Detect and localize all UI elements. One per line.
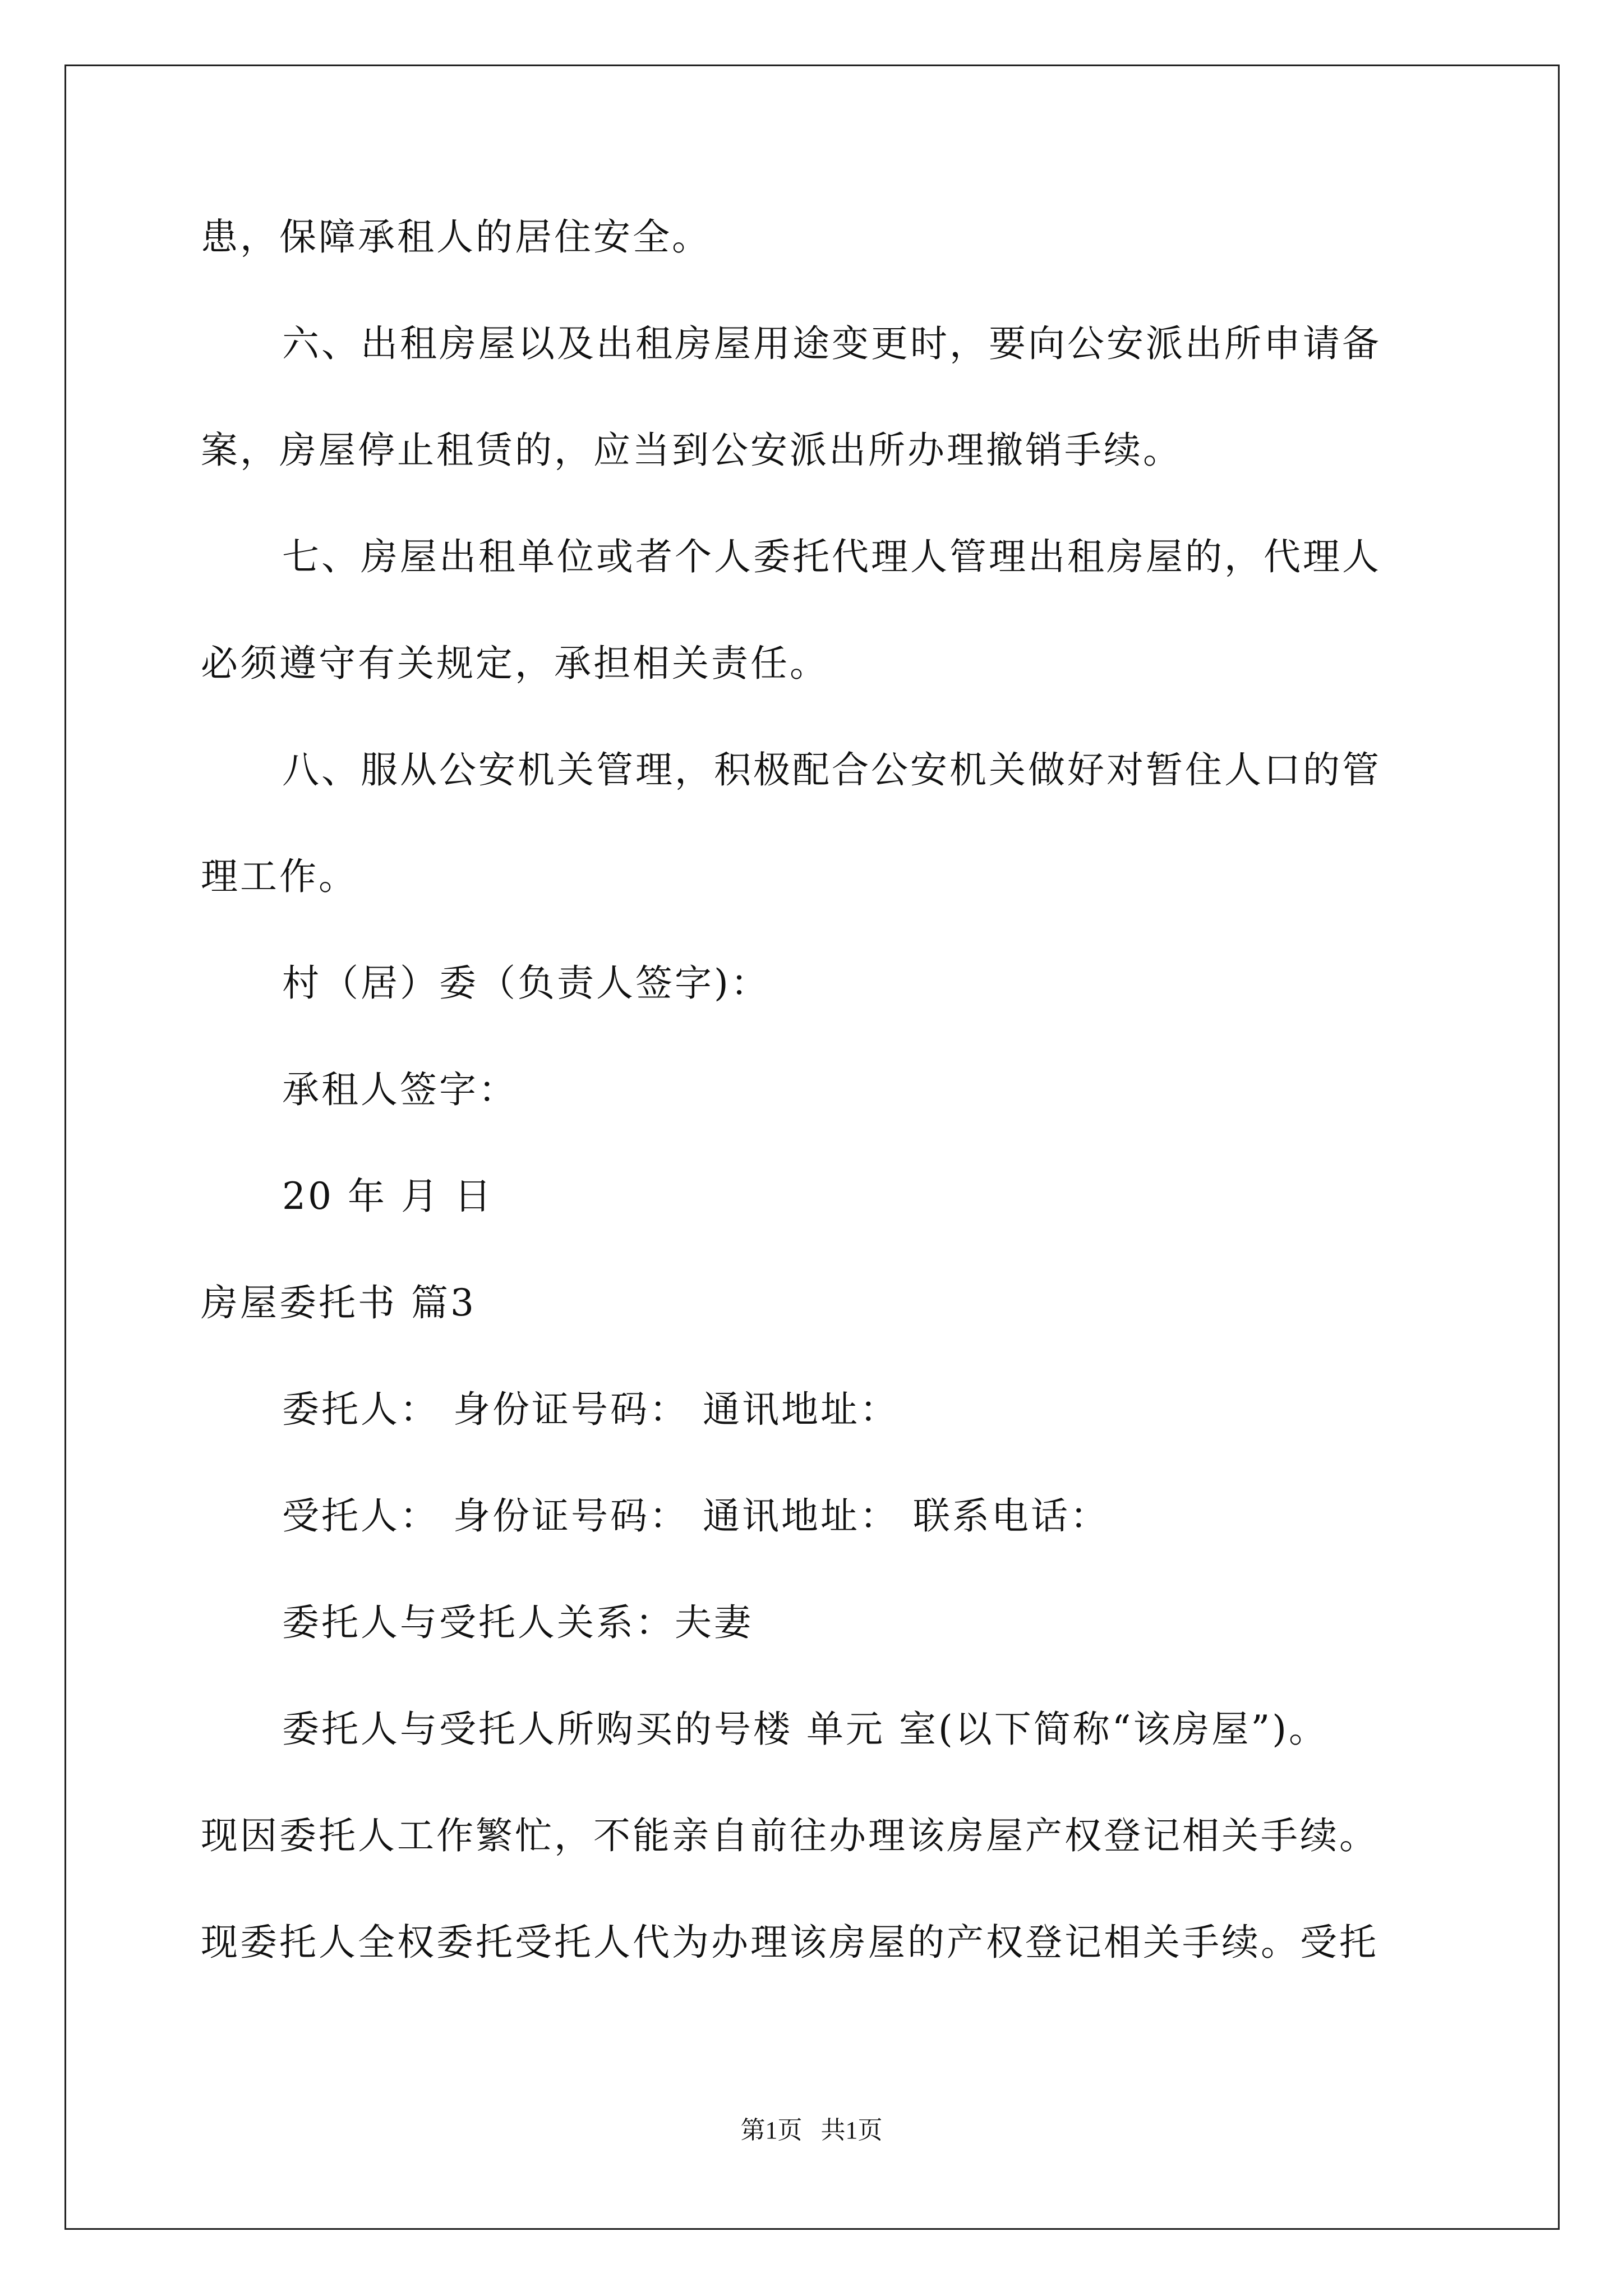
page-border (64, 65, 1560, 2230)
paragraph-6-line-2: 案，房屋停止租赁的，应当到公安派出所办理撤销手续。 (201, 429, 1182, 472)
section-heading: 房屋委托书 篇3 (201, 1281, 476, 1324)
paragraph-8-line-2: 理工作。 (201, 855, 358, 898)
paragraph-8-line-1: 八、服从公安机关管理，积极配合公安机关做好对暂住人口的管 (282, 748, 1381, 792)
property-paragraph-line-2: 现因委托人工作繁忙，不能亲自前往办理该房屋产权登记相关手续。 (201, 1814, 1378, 1857)
property-paragraph-line-1: 委托人与受托人所购买的号楼 单元 室(以下简称“该房屋”)。 (282, 1708, 1328, 1751)
paragraph-7-line-1: 七、房屋出租单位或者个人委托代理人管理出租房屋的，代理人 (282, 535, 1381, 578)
tenant-signature-line: 承租人签字： (282, 1068, 518, 1111)
principal-info-line: 委托人： 身份证号码： 通讯地址： (282, 1388, 899, 1431)
committee-signature-line: 村（居）委（负责人签字)： (282, 961, 770, 1005)
page-footer: 第1页 共1页 (740, 2116, 883, 2144)
relationship-line: 委托人与受托人关系：夫妻 (282, 1601, 753, 1644)
text-line: 患，保障承租人的居住安全。 (201, 215, 711, 259)
paragraph-6-line-1: 六、出租房屋以及出租房屋用途变更时，要向公安派出所申请备 (282, 322, 1381, 365)
agent-info-line: 受托人： 身份证号码： 通讯地址： 联系电话： (282, 1494, 1109, 1538)
paragraph-7-line-2: 必须遵守有关规定，承担相关责任。 (201, 642, 829, 685)
date-line: 20 年 月 日 (282, 1175, 494, 1218)
property-paragraph-line-3: 现委托人全权委托受托人代为办理该房屋的产权登记相关手续。受托 (201, 1921, 1378, 1964)
